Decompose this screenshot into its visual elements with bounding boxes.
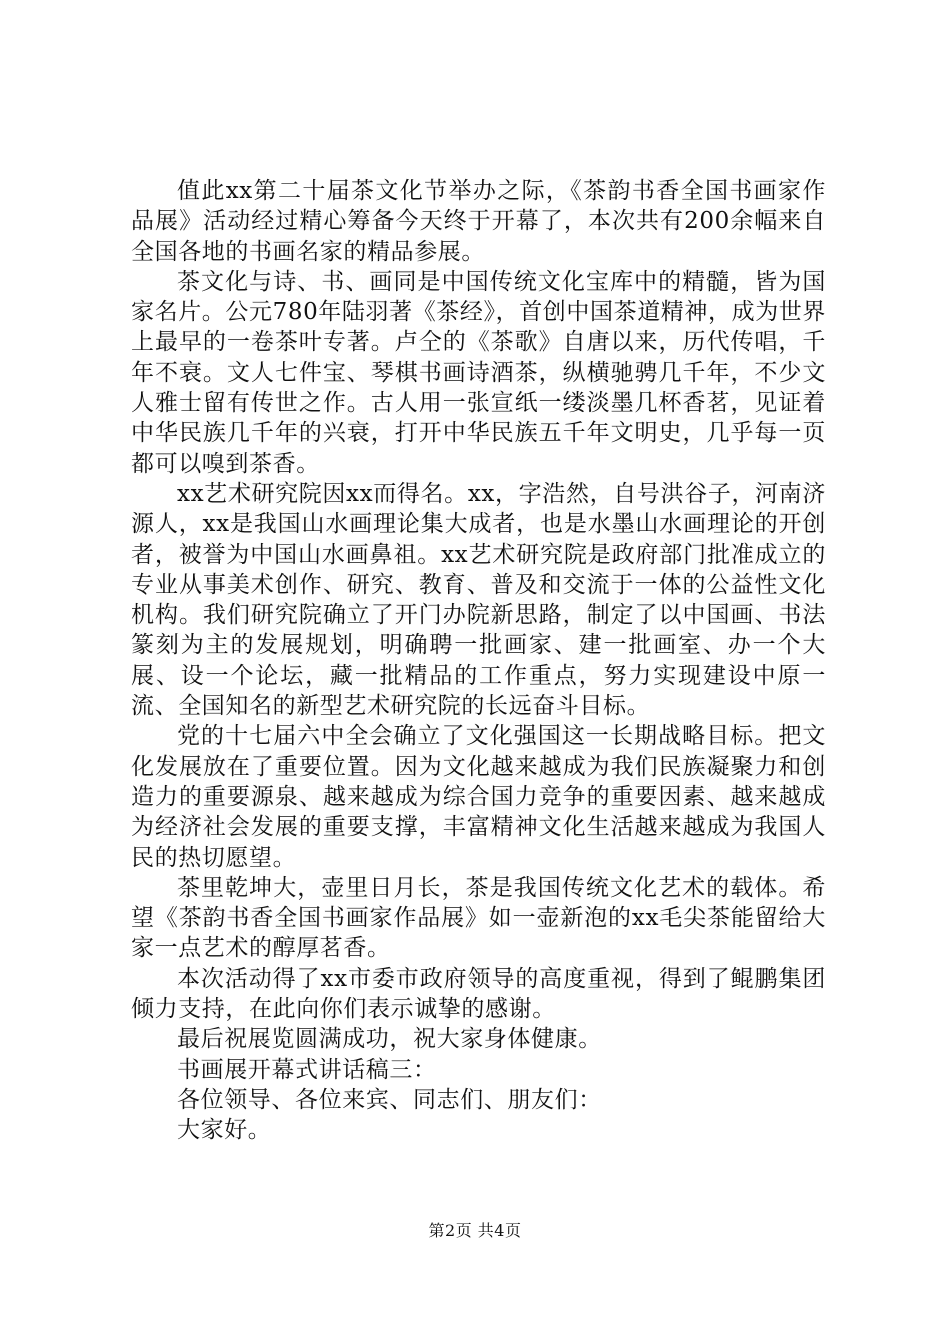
greeting: 大家好。	[177, 1117, 272, 1144]
salutation: 各位领导、各位来宾、同志们、朋友们：	[177, 1086, 602, 1113]
paragraph-opening: 值此xx第二十届茶文化节举办之际，《茶韵书香全国书画家作品展》活动经过精心筹备今天终于开幕了，本次共有200余幅来自全国各地的书画名家的精品参展。	[131, 178, 826, 265]
paragraph-thanks: 本次活动得了xx市委市政府领导的高度重视，得到了鲲鹏集团倾力支持，在此向你们表示诚挚的感谢。	[131, 965, 826, 1023]
paragraph-tea-culture: 茶文化与诗、书、画同是中国传统文化宝库中的精髓，皆为国家名片。公元780年陆羽著《茶经》，首创中国茶道精神，成为世界上最早的一卷茶叶专著。卢仝的《茶歌》自唐以来，历代传唱，千年不衰。文人七件宝、琴棋书画诗酒茶，纵横驰骋几千年，不少文人雅士留有传世之作。古人用一张宣纸一缕淡墨几杯香茗，见证着中华民族几千年的兴衰，打开中华民族五千年文明史，几乎每一页都可以嗅到茶香。	[131, 268, 826, 477]
document-body	[131, 176, 826, 1146]
closing-wishes: 最后祝展览圆满成功，祝大家身体健康。	[177, 1026, 602, 1053]
page-number: 第2页 共4页	[428, 1221, 522, 1240]
section-heading: 书画展开幕式讲话稿三：	[177, 1056, 437, 1083]
paragraph-tea-carrier: 茶里乾坤大，壶里日月长，茶是我国传统文化艺术的载体。希望《茶韵书香全国书画家作品展》如一壶新泡的xx毛尖茶能留给大家一点艺术的醇厚茗香。	[131, 874, 826, 962]
paragraph-art-institute: xx艺术研究院因xx而得名。xx，字浩然，自号洪谷子，河南济源人，xx是我国山水画理论集大成者，也是水墨山水画理论的开创者，被誉为中国山水画鼻祖。xx艺术研究院是政府部门批准成立的专业从事美术创作、研究、教育、普及和交流于一体的公益性文化机构。我们研究院确立了开门办院新思路，制定了以中国画、书法篆刻为主的发展规划，明确聘一批画家、建一批画室、办一个大展、设一个论坛，藏一批精品的工作重点，努力实现建设中原一流、全国知名的新型艺术研究院的长远奋斗目标。	[131, 480, 826, 720]
paragraph-cultural-strategy: 党的十七届六中全会确立了文化强国这一长期战略目标。把文化发展放在了重要位置。因为文化越来越成为我们民族凝聚力和创造力的重要源泉、越来越成为综合国力竞争的重要因素、越来越成为经济社会发展的重要支撑，丰富精神文化生活越来越成为我国人民的热切愿望。	[131, 723, 826, 871]
